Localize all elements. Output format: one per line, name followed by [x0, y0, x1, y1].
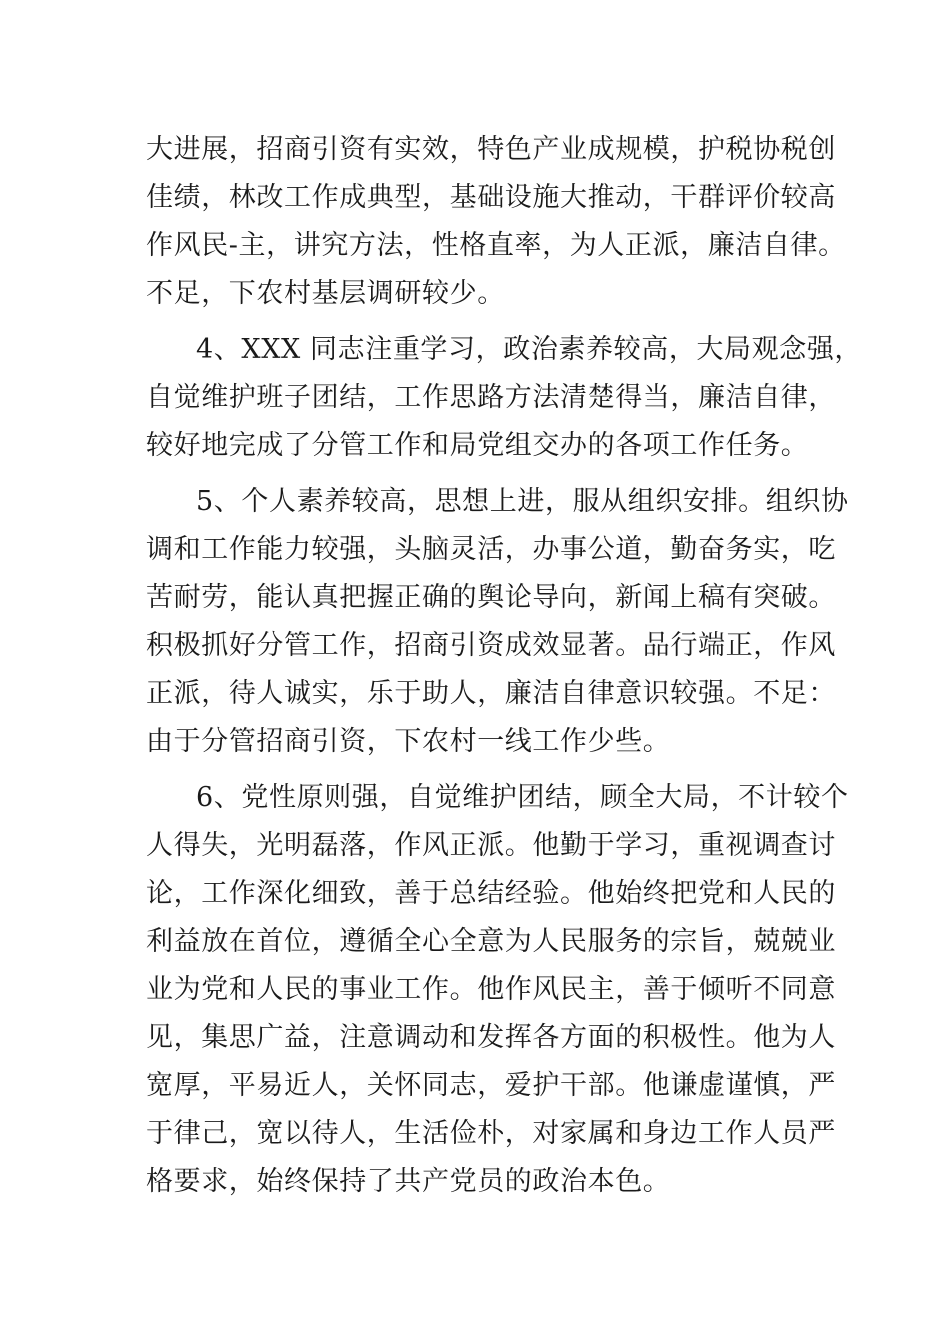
text-line: 论，工作深化细致，善于总结经验。他始终把党和人民的: [146, 878, 836, 909]
text-line: 格要求，始终保持了共产党员的政治本色。: [146, 1166, 671, 1197]
text-line: 人得失，光明磊落，作风正派。他勤于学习，重视调查讨: [146, 830, 836, 861]
text-line: 作风民-主，讲究方法，性格直率，为人正派，廉洁自律。: [146, 230, 846, 261]
text-line: 业为党和人民的事业工作。他作风民主，善于倾听不同意: [146, 974, 836, 1005]
text-line: 5、个人素养较高，思想上进，服从组织安排。组织协: [196, 486, 849, 517]
text-line: 自觉维护班子团结，工作思路方法清楚得当，廉洁自律，: [146, 382, 836, 413]
text-line: 调和工作能力较强，头脑灵活，办事公道，勤奋务实，吃: [146, 534, 836, 565]
text-line: 4、XXX 同志注重学习，政治素养较高，大局观念强，: [196, 334, 863, 365]
text-line: 由于分管招商引资，下农村一线工作少些。: [146, 726, 671, 757]
text-line: 利益放在首位，遵循全心全意为人民服务的宗旨，兢兢业: [146, 926, 836, 957]
text-line: 佳绩，林改工作成典型，基础设施大推动，干群评价较高: [146, 182, 836, 213]
text-line: 正派，待人诚实，乐于助人，廉洁自律意识较强。不足：: [146, 678, 836, 709]
text-line: 于律己，宽以待人，生活俭朴，对家属和身边工作人员严: [146, 1118, 836, 1149]
text-line: 苦耐劳，能认真把握正确的舆论导向，新闻上稿有突破。: [146, 582, 836, 613]
text-line: 见，集思广益，注意调动和发挥各方面的积极性。他为人: [146, 1022, 836, 1053]
text-line: 较好地完成了分管工作和局党组交办的各项工作任务。: [146, 430, 809, 461]
text-line: 6、党性原则强，自觉维护团结，顾全大局，不计较个: [196, 782, 849, 813]
text-line: 宽厚，平易近人，关怀同志，爱护干部。他谦虚谨慎，严: [146, 1070, 836, 1101]
text-line: 不足，下农村基层调研较少。: [146, 278, 505, 309]
text-line: 大进展，招商引资有实效，特色产业成规模，护税协税创: [146, 134, 836, 165]
text-line: 积极抓好分管工作，招商引资成效显著。品行端正，作风: [146, 630, 836, 661]
